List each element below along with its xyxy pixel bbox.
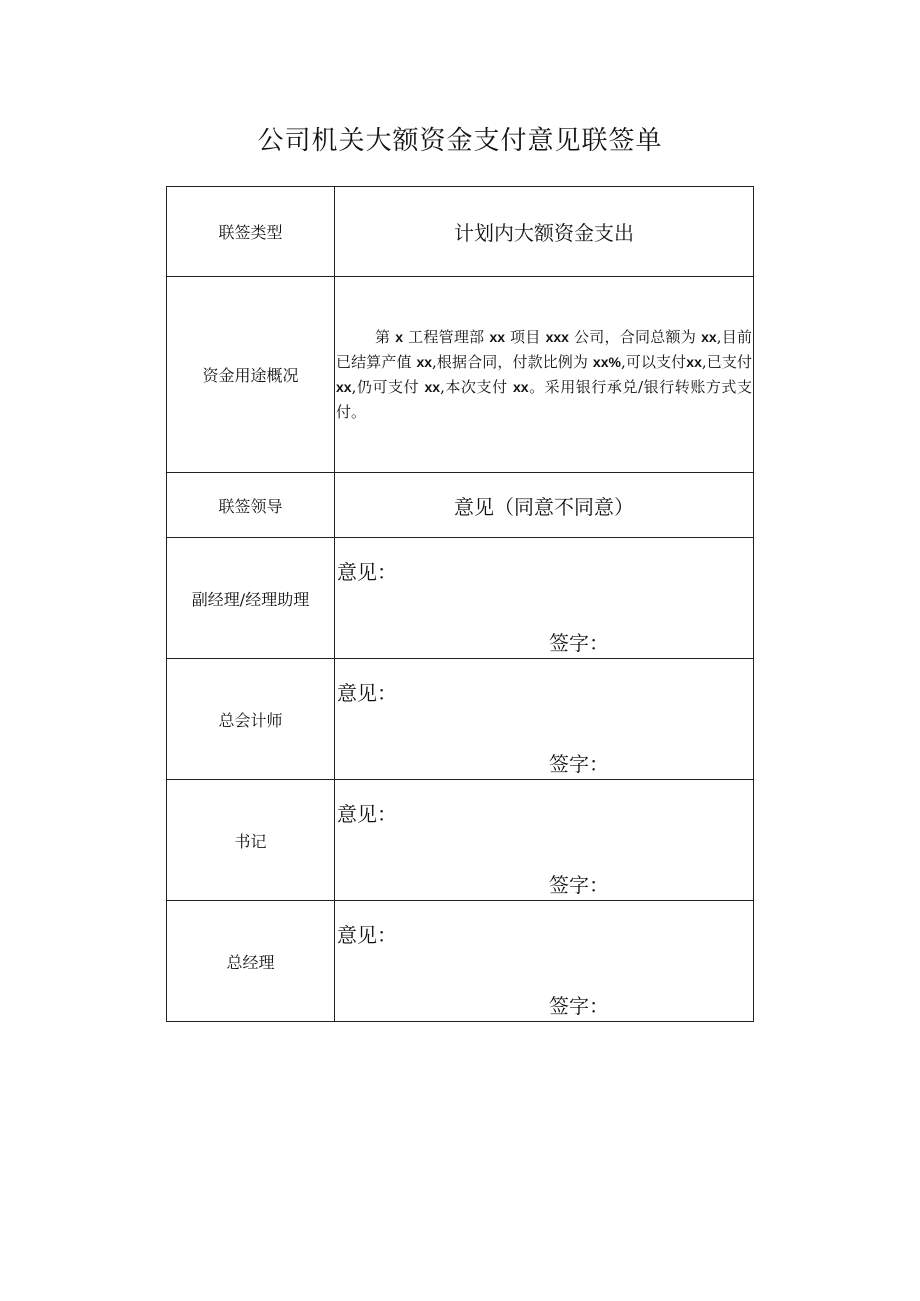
usage-value-placeholder: x bbox=[395, 328, 404, 345]
signature-label: 签字： bbox=[549, 873, 609, 897]
table-row-signer bbox=[167, 780, 754, 901]
usage-text-segment: 第 bbox=[375, 327, 396, 346]
usage-label: 资金用途概况 bbox=[167, 277, 335, 473]
usage-text-segment: ,可以支付 bbox=[620, 352, 687, 371]
signer-opinion-cell[interactable] bbox=[335, 780, 754, 901]
usage-text-segment: ,已支付 bbox=[701, 352, 752, 371]
usage-text-segment: 。采用银行承兑/银行转账方式支付。 bbox=[336, 377, 752, 421]
usage-value-placeholder: xx bbox=[424, 378, 441, 395]
opinion-label: 意见： bbox=[337, 802, 397, 826]
signer-label: 总经理 bbox=[167, 901, 335, 1022]
type-value: 计划内大额资金支出 bbox=[335, 187, 754, 277]
table-row-leader bbox=[167, 473, 754, 538]
usage-text-segment: ,目前已结算产值 bbox=[336, 327, 752, 371]
usage-value-placeholder: xx bbox=[416, 353, 433, 370]
signer-label: 总会计师 bbox=[167, 659, 335, 780]
usage-text bbox=[335, 325, 753, 425]
usage-value-placeholder: xx bbox=[489, 328, 506, 345]
usage-value-placeholder: xx% bbox=[592, 353, 621, 370]
opinion-label: 意见： bbox=[337, 681, 397, 705]
leader-value: 意见（同意不同意） bbox=[335, 473, 754, 538]
table-row-signer bbox=[167, 659, 754, 780]
table-row-type bbox=[167, 187, 754, 277]
usage-value-placeholder: xx bbox=[686, 353, 702, 370]
usage-value-placeholder: xxx bbox=[545, 328, 569, 345]
usage-value-placeholder: xx bbox=[701, 328, 717, 345]
signature-label: 签字： bbox=[549, 752, 609, 776]
signer-opinion-cell[interactable] bbox=[335, 659, 754, 780]
usage-text-segment: ,根据合同，付款比例为 bbox=[432, 352, 593, 371]
usage-text-segment: 项目 bbox=[505, 327, 546, 346]
table-row-signer bbox=[167, 901, 754, 1022]
usage-value-placeholder: xx bbox=[512, 378, 529, 395]
signature-label: 签字： bbox=[549, 631, 609, 655]
usage-cell bbox=[335, 277, 754, 473]
table-row-signer bbox=[167, 538, 754, 659]
usage-text-segment: ,仍可支付 bbox=[351, 377, 425, 396]
signer-opinion-cell[interactable] bbox=[335, 538, 754, 659]
leader-label: 联签领导 bbox=[167, 473, 335, 538]
signer-label: 书记 bbox=[167, 780, 335, 901]
usage-text-segment: ,本次支付 bbox=[440, 377, 513, 396]
page-title: 公司机关大额资金支付意见联签单 bbox=[257, 126, 663, 156]
signature-label: 签字： bbox=[549, 994, 609, 1018]
usage-text-segment: 工程管理部 bbox=[403, 327, 490, 346]
table-row-usage bbox=[167, 277, 754, 473]
signer-opinion-cell[interactable] bbox=[335, 901, 754, 1022]
usage-text-segment: 公司，合同总额为 bbox=[568, 327, 702, 346]
type-label: 联签类型 bbox=[167, 187, 335, 277]
usage-value-placeholder: xx bbox=[336, 378, 352, 395]
signer-label: 副经理/经理助理 bbox=[167, 538, 335, 659]
countersign-form bbox=[166, 186, 754, 1022]
opinion-label: 意见： bbox=[337, 923, 397, 947]
opinion-label: 意见： bbox=[337, 560, 397, 584]
